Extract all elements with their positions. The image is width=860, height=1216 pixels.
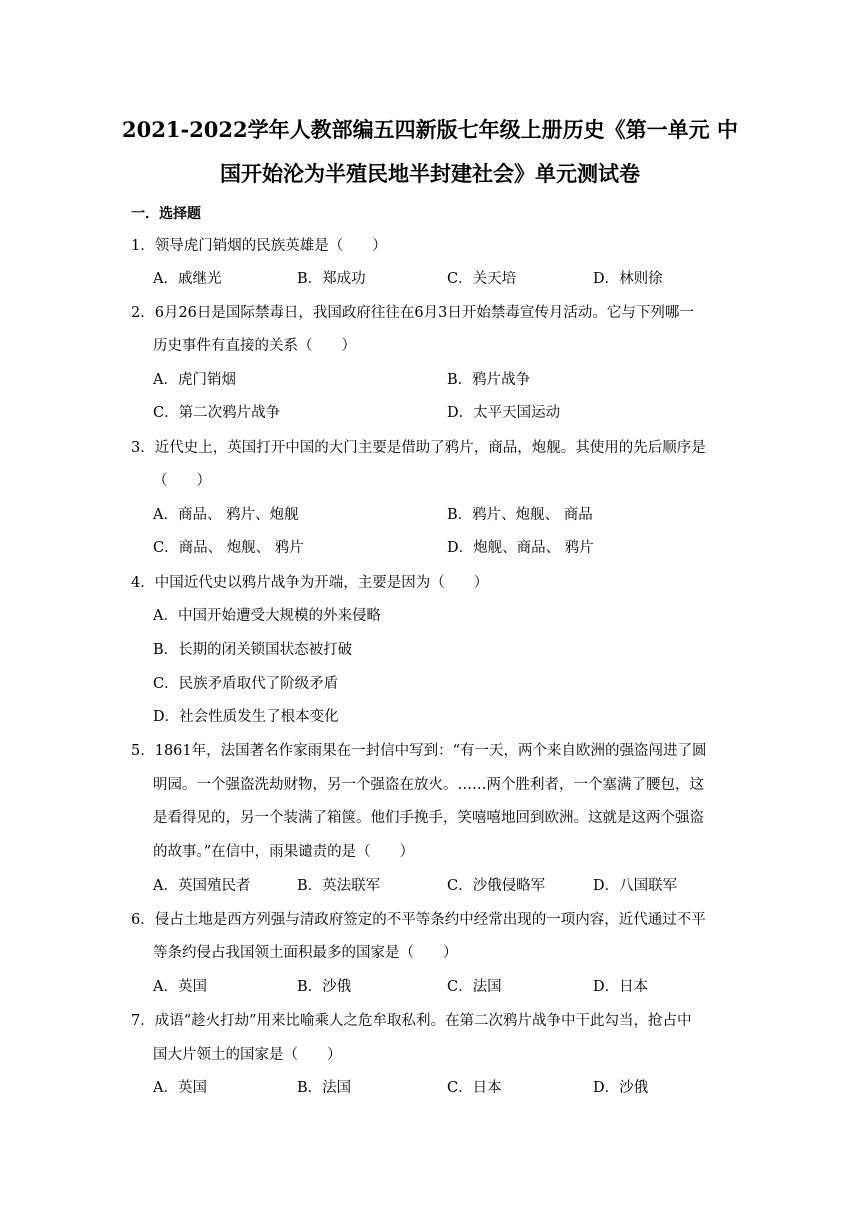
- document-title-line-2: 国开始沦为半殖民地半封建社会》单元测试卷: [220, 161, 640, 186]
- question-2-option-a: A．虎门销烟: [153, 372, 236, 388]
- question-3-option-c: C．商品、 炮舰、 鸦片: [153, 540, 304, 556]
- question-6-option-c: C．法国: [447, 979, 502, 995]
- question-2-option-b: B．鸦片战争: [447, 372, 531, 388]
- question-4-text: 4．中国近代史以鸦片战争为开端，主要是因为（ ）: [131, 575, 489, 591]
- question-6-option-a: A．英国: [153, 979, 207, 995]
- question-7-option-d: D．沙俄: [593, 1080, 649, 1096]
- question-1-option-b: B．郑成功: [297, 271, 366, 287]
- question-1-option-a: A．戚继光: [153, 271, 222, 287]
- question-1-text: 1．领导虎门销烟的民族英雄是（ ）: [131, 238, 387, 254]
- question-7-text-cont: 国大片领土的国家是（ ）: [153, 1047, 342, 1063]
- question-5-option-c: C．沙俄侵略军: [447, 878, 546, 894]
- question-2-text-cont: 历史事件有直接的关系（ ）: [153, 338, 356, 354]
- question-5-text-cont-2: 是看得见的，另一个装满了箱箧。他们手挽手，笑嘻嘻地回到欧洲。这就是这两个强盗: [153, 810, 704, 826]
- question-4-option-c: C．民族矛盾取代了阶级矛盾: [153, 676, 339, 692]
- question-5-option-b: B．英法联军: [297, 878, 381, 894]
- question-6-text: 6．侵占土地是西方列强与清政府签定的不平等条约中经常出现的一项内容，近代通过不平: [131, 912, 706, 928]
- question-7-option-c: C．日本: [447, 1080, 502, 1096]
- document-title-line-1: 2021-2022学年人教部编五四新版七年级上册历史《第一单元 中: [122, 117, 738, 142]
- question-3-text: 3．近代史上，英国打开中国的大门主要是借助了鸦片，商品，炮舰。其使用的先后顺序是: [131, 440, 706, 456]
- question-2-option-d: D．太平天国运动: [447, 405, 561, 421]
- question-2-option-c: C．第二次鸦片战争: [153, 405, 281, 421]
- question-6-option-d: D．日本: [593, 979, 649, 995]
- question-3-option-d: D．炮舰、商品、 鸦片: [447, 540, 594, 556]
- question-5-text-cont-1: 明园。一个强盗洗劫财物，另一个强盗在放火。……两个胜利者，一个塞满了腰包，这: [153, 777, 704, 793]
- question-5-text-cont-3: 的故事。”在信中，雨果谴责的是（ ）: [153, 844, 415, 860]
- question-4-option-a: A．中国开始遭受大规模的外来侵略: [153, 608, 381, 624]
- question-3-text-cont: （ ）: [153, 473, 211, 489]
- section-heading: 一．选择题: [131, 206, 201, 222]
- question-5-option-a: A．英国殖民者: [153, 878, 251, 894]
- question-2-text: 2．6月26日是国际禁毒日，我国政府往往在6月3日开始禁毒宣传月活动。它与下列哪一: [131, 305, 694, 321]
- question-1-option-c: C．关天培: [447, 271, 517, 287]
- question-3-option-b: B．鸦片、炮舰、 商品: [447, 507, 593, 523]
- question-4-option-b: B．长期的闭关锁国状态被打破: [153, 642, 353, 658]
- question-7-option-b: B．法国: [297, 1080, 352, 1096]
- question-6-option-b: B．沙俄: [297, 979, 352, 995]
- question-5-text: 5．1861年，法国著名作家雨果在一封信中写到：“有一天，两个来自欧洲的强盗闯进了圆: [131, 743, 707, 759]
- question-7-option-a: A．英国: [153, 1080, 207, 1096]
- question-3-option-a: A．商品、 鸦片、炮舰: [153, 507, 299, 523]
- question-6-text-cont: 等条约侵占我国领土面积最多的国家是（ ）: [153, 945, 458, 961]
- question-7-text: 7．成语“趁火打劫”用来比喻乘人之危牟取私利。在第二次鸦片战争中干此勾当，抢占中: [131, 1013, 692, 1029]
- question-5-option-d: D．八国联军: [593, 878, 678, 894]
- question-4-option-d: D．社会性质发生了根本变化: [153, 709, 339, 725]
- question-1-option-d: D．林则徐: [593, 271, 663, 287]
